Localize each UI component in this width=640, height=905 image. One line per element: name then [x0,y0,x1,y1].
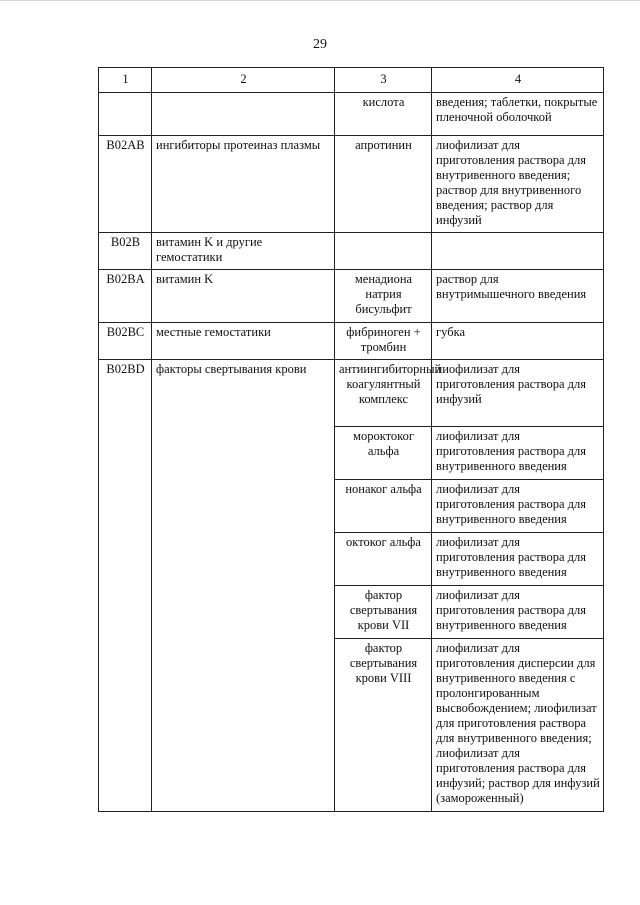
group-name-cell: витамин K [152,270,335,323]
dosage-form-cell: лиофилизат для приготовления дисперсии для внутривенного введения с пролонгированным высвобождением; лиофилизат для приготовления раствора для внутривенного введения; лиофилизат для приготовления раствора для инфузий; раствор для инфузий (замороженный) [432,639,604,812]
dosage-form-cell: лиофилизат для приготовления раствора для внутривенного введения [432,533,604,586]
dosage-form-cell: лиофилизат для приготовления раствора для внутривенного введения [432,480,604,533]
table-row [99,323,604,360]
drug-name-cell: мороктоког альфа [335,427,432,480]
table-row [99,136,604,233]
group-name-cell: местные гемостатики [152,323,335,360]
dosage-form-cell: губка [432,323,604,360]
group-name-cell [152,93,335,136]
table-row [99,93,604,136]
drug-name-cell: фактор свертывания крови VII [335,586,432,639]
column-header-4: 4 [432,68,604,93]
atc-code-cell: B02B [99,233,152,270]
drug-name-cell: апротинин [335,136,432,233]
top-border-line [0,0,640,1]
dosage-form-cell: лиофилизат для приготовления раствора для внутривенного введения [432,427,604,480]
atc-code-cell: B02AB [99,136,152,233]
dosage-form-cell: введения; таблетки, покрытые пленочной оболочкой [432,93,604,136]
atc-code-cell [99,93,152,136]
drug-name-cell: менадиона натрия бисульфит [335,270,432,323]
group-name-cell: ингибиторы протеиназ плазмы [152,136,335,233]
atc-code-cell: B02BD [99,360,152,812]
drug-name-cell: кислота [335,93,432,136]
table-row [99,233,604,270]
drug-name-cell: фактор свертывания крови VIII [335,639,432,812]
table-row [99,270,604,323]
drug-classification-table [98,67,604,812]
table-row [99,360,604,427]
column-header-3: 3 [335,68,432,93]
header-row [99,68,604,93]
drug-name-cell: октоког альфа [335,533,432,586]
dosage-form-cell: лиофилизат для приготовления раствора для внутривенного введения; раствор для внутривенного введения; раствор для инфузий [432,136,604,233]
atc-code-cell: B02BA [99,270,152,323]
drug-name-cell: нонаког альфа [335,480,432,533]
dosage-form-cell: раствор для внутримышечного введения [432,270,604,323]
column-header-2: 2 [152,68,335,93]
column-header-1: 1 [99,68,152,93]
drug-name-cell: фибриноген + тромбин [335,323,432,360]
group-name-cell: факторы свертывания крови [152,360,335,812]
atc-code-cell: B02BC [99,323,152,360]
dosage-form-cell: лиофилизат для приготовления раствора для инфузий [432,360,604,427]
dosage-form-cell [432,233,604,270]
page-number: 29 [313,37,327,52]
group-name-cell: витамин K и другие гемостатики [152,233,335,270]
drug-name-cell: антиингибиторный коагулянтный комплекс [335,360,432,427]
drug-name-cell [335,233,432,270]
dosage-form-cell: лиофилизат для приготовления раствора для внутривенного введения [432,586,604,639]
